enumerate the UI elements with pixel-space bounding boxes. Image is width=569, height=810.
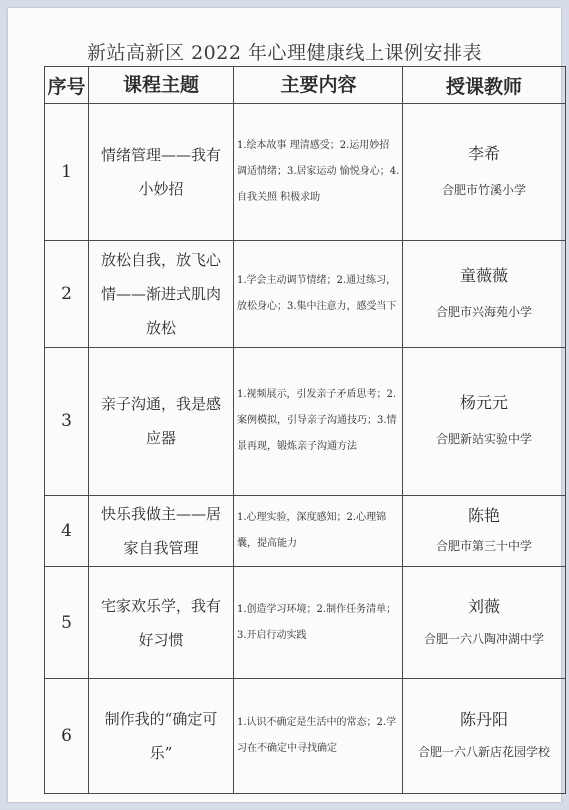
row-no: 2: [45, 240, 89, 347]
row-no: 3: [45, 348, 89, 496]
teacher-name: 陈艳: [467, 506, 500, 526]
row-no: 4: [45, 495, 89, 567]
teacher-name: 刘薇: [467, 596, 500, 616]
row-topic: 情绪管理——我有小妙招: [89, 104, 234, 241]
teacher-name: 李希: [467, 144, 500, 164]
table-row: [45, 495, 566, 567]
table-row: [45, 567, 566, 678]
table-row: [45, 678, 566, 793]
header-content: 主要内容: [234, 67, 403, 104]
teacher-school: 合肥一六八陶冲湖中学: [423, 631, 544, 646]
row-content: 1.创造学习环境；2.制作任务清单；3.开启行动实践: [234, 567, 403, 678]
row-teacher-cell: [403, 495, 566, 567]
teacher-name: 陈丹阳: [459, 709, 508, 729]
header-no: 序号: [45, 67, 89, 104]
row-teacher-cell: [403, 104, 566, 241]
document-title: 新站高新区 2022 年心理健康线上课例安排表: [87, 42, 482, 64]
row-topic: 放松自我，放飞心情——渐进式肌肉放松: [89, 240, 234, 347]
row-no: 1: [45, 104, 89, 241]
row-content: 1.视频展示，引发亲子矛盾思考；2.案例模拟，引导亲子沟通技巧；3.情景再现，锻炼亲子沟通方法: [234, 348, 403, 496]
table-row: [45, 348, 566, 496]
row-content: 1.认识不确定是生活中的常态；2.学习在不确定中寻找确定: [234, 678, 403, 793]
row-teacher-cell: [403, 348, 566, 496]
row-topic: 制作我的“确定可乐”: [89, 678, 234, 793]
teacher-school: 合肥新站实验中学: [435, 432, 532, 447]
table-row: [45, 104, 566, 241]
row-no: 6: [45, 678, 89, 793]
table-header-row: [45, 67, 566, 104]
table-row: [45, 240, 566, 347]
header-topic: 课程主题: [89, 67, 234, 104]
row-content: 1.学会主动调节情绪；2.通过练习，放松身心；3.集中注意力，感受当下: [234, 240, 403, 347]
schedule-table: [44, 66, 566, 794]
teacher-school: 合肥市第三十中学: [435, 539, 532, 554]
header-teacher: 授课教师: [403, 67, 566, 104]
row-content: 1.心理实验，深度感知；2.心理锦囊，提高能力: [234, 495, 403, 567]
row-no: 5: [45, 567, 89, 678]
row-content: 1.绘本故事 理清感受；2.运用妙招 调适情绪；3.居家运动 愉悦身心；4.自我关照 积极求助: [234, 104, 403, 241]
teacher-school: 合肥一六八新店花园学校: [417, 744, 550, 759]
teacher-school: 合肥市兴海苑小学: [435, 304, 532, 319]
row-topic: 宅家欢乐学，我有好习惯: [89, 567, 234, 678]
row-topic: 快乐我做主——居家自我管理: [89, 495, 234, 567]
teacher-name: 杨元元: [459, 393, 508, 413]
row-teacher-cell: [403, 678, 566, 793]
teacher-name: 童薇薇: [459, 265, 508, 285]
teacher-school: 合肥市竹溪小学: [441, 183, 526, 198]
row-topic: 亲子沟通，我是感应器: [89, 348, 234, 496]
row-teacher-cell: [403, 240, 566, 347]
row-teacher-cell: [403, 567, 566, 678]
